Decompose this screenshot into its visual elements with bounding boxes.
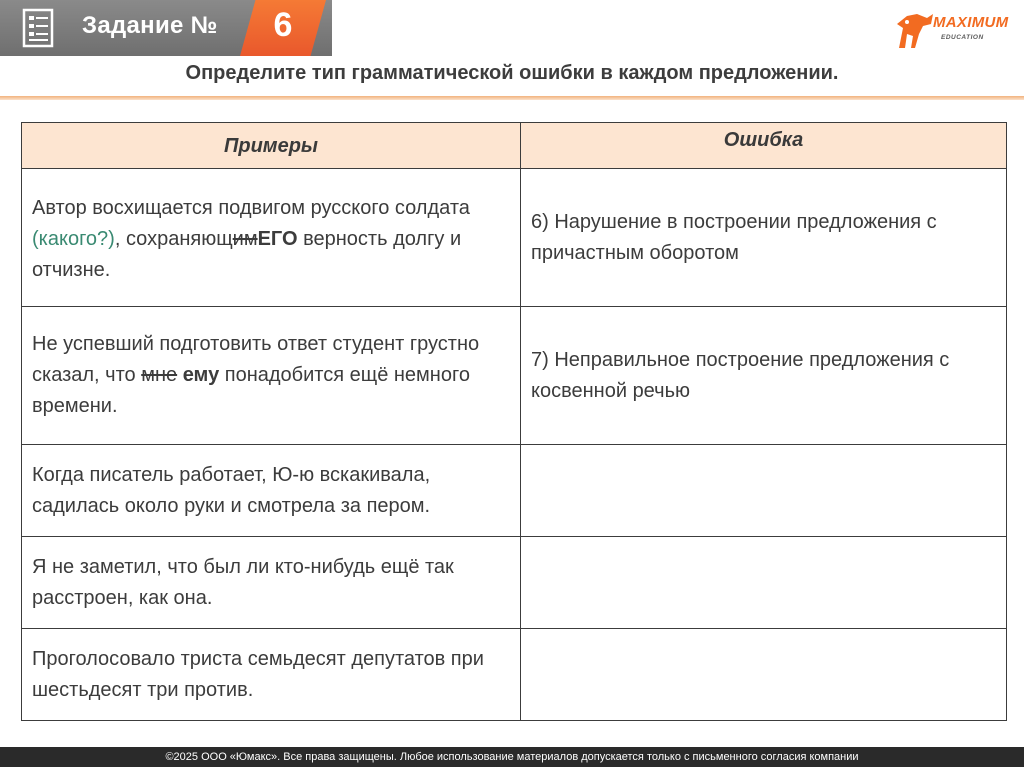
logo-runner-icon — [893, 10, 937, 52]
corrected-ending: ЕГО — [257, 228, 298, 250]
column-header-error: Ошибка — [521, 123, 1007, 169]
error-cell — [521, 629, 1007, 721]
question-hint: (какого?) — [32, 228, 115, 250]
table-row — [22, 169, 1007, 307]
example-cell — [22, 169, 521, 307]
logo-word: MAXIMUM — [933, 14, 1009, 31]
example-text: , сохраняющ — [114, 228, 233, 250]
logo-subtitle: EDUCATION — [941, 34, 984, 41]
copyright-footer: ©2025 ООО «Юмакс». Все права защищены. Любое использование материалов допускается только с письменного согласия компании — [0, 747, 1024, 767]
example-cell: Я не заметил, что был ли кто-нибудь ещё так расстроен, как она. — [22, 537, 521, 629]
column-header-examples: Примеры — [22, 123, 521, 169]
table-row — [22, 445, 1007, 537]
example-cell — [22, 307, 521, 445]
example-text: Автор восхищается подвигом русского солдата — [32, 197, 470, 219]
example-text: понадобится ещё немного времени. — [32, 364, 470, 417]
header-divider — [0, 96, 1024, 100]
corrected-word: ему — [182, 364, 220, 386]
task-number: 6 — [273, 6, 293, 44]
example-text: верность долгу и отчизне. — [32, 228, 462, 281]
example-cell: Когда писатель работает, Ю-ю вскакивала, садилась около руки и смотрела за пером. — [22, 445, 521, 537]
struck-word: мне — [141, 364, 178, 386]
document-icon — [22, 8, 56, 48]
error-cell: 6) Нарушение в построении предложения с причастным оборотом — [521, 169, 1007, 307]
example-cell: Проголосовало триста семьдесят депутатов при шестьдесят три против. — [22, 629, 521, 721]
slide-header — [0, 0, 1024, 62]
table-row — [22, 537, 1007, 629]
error-cell — [521, 445, 1007, 537]
examples-table — [21, 122, 1007, 721]
page-title: Определите тип грамматической ошибки в каждом предложении. — [185, 62, 839, 84]
error-cell: 7) Неправильное построение предложения с косвенной речью — [521, 307, 1007, 445]
table-row — [22, 307, 1007, 445]
struck-ending: им — [232, 228, 258, 250]
error-cell — [521, 537, 1007, 629]
task-label: Задание № — [82, 12, 218, 39]
example-text: Не успевший подготовить ответ студент грустно сказал, что — [32, 333, 480, 386]
table-header-row — [22, 123, 1007, 169]
maximum-logo — [893, 10, 1023, 52]
table-row — [22, 629, 1007, 721]
